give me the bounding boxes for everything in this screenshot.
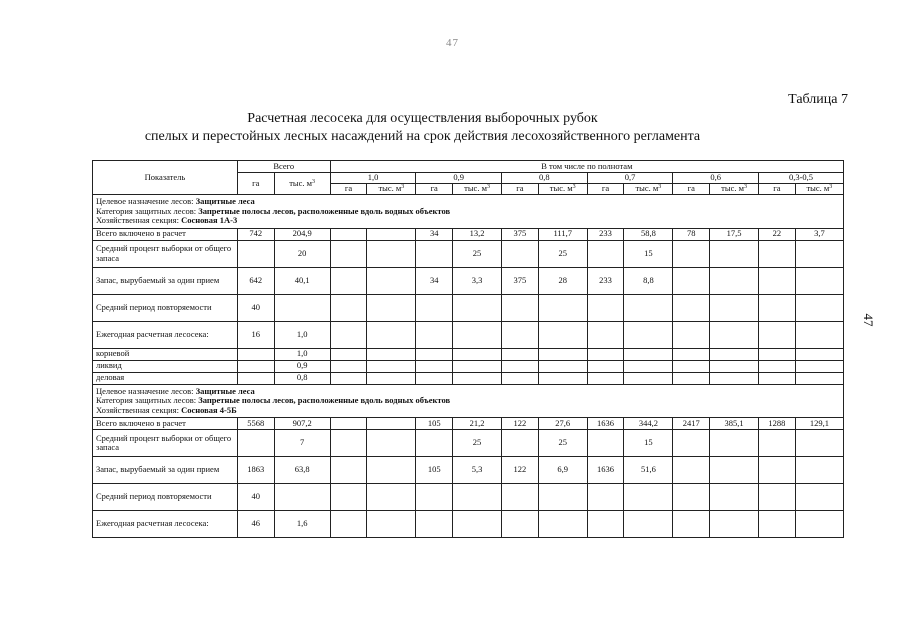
table-cell: 1,0 <box>274 348 330 360</box>
table-cell <box>538 484 587 511</box>
header-total: Всего <box>237 161 330 173</box>
table-cell <box>502 430 539 457</box>
table-cell <box>759 511 796 538</box>
table-cell <box>502 372 539 384</box>
table-cell <box>673 321 710 348</box>
density-header: 0,8 <box>502 173 588 184</box>
table-cell <box>673 294 710 321</box>
table-cell <box>624 484 673 511</box>
table-cell <box>538 372 587 384</box>
table-cell <box>759 430 796 457</box>
table-cell <box>795 511 843 538</box>
table-cell <box>710 372 759 384</box>
table-cell: 63,8 <box>274 457 330 484</box>
table-cell: 204,9 <box>274 228 330 240</box>
row-label: деловая <box>93 372 238 384</box>
table-cell <box>795 267 843 294</box>
table-cell <box>587 430 624 457</box>
purpose-line-value: Защитные леса <box>195 385 255 396</box>
table-cell: 46 <box>237 511 274 538</box>
table-cell <box>710 430 759 457</box>
table-row <box>93 360 844 372</box>
table-cell <box>759 294 796 321</box>
table-cell: 1,0 <box>274 321 330 348</box>
table-cell: 105 <box>416 457 453 484</box>
table-cell: 58,8 <box>624 228 673 240</box>
section-line-label: Хозяйственная секция: <box>96 404 182 415</box>
table-cell <box>330 228 367 240</box>
table-cell <box>416 360 453 372</box>
table-cell <box>453 321 502 348</box>
table-cell: 1288 <box>759 418 796 430</box>
table-cell <box>587 372 624 384</box>
table-cell <box>759 360 796 372</box>
table-cell: 907,2 <box>274 418 330 430</box>
header-indicator: Показатель <box>93 161 238 195</box>
table-cell: 129,1 <box>795 418 843 430</box>
unit-m3-header <box>538 184 587 195</box>
unit-m3-sup: 3 <box>486 184 490 191</box>
table-cell <box>502 321 539 348</box>
table-cell <box>673 267 710 294</box>
category-line-value: Запретные полосы лесов, расположенные вдоль водных объектов <box>198 205 451 216</box>
table-cell <box>538 294 587 321</box>
table-cell <box>330 267 367 294</box>
unit-m3-sup: 3 <box>829 184 833 191</box>
row-label: Запас, вырубаемый за один прием <box>93 267 238 294</box>
table-row <box>93 430 844 457</box>
unit-m3-sup: 3 <box>743 184 747 191</box>
section-line-value: Сосновая 4-5Б <box>181 404 237 415</box>
section-header-row <box>93 384 844 418</box>
row-label: Средний период повторяемости <box>93 484 238 511</box>
title-line-1: Расчетная лесосека для осуществления выборочных рубок <box>247 111 598 126</box>
table-cell <box>710 294 759 321</box>
table-cell <box>710 267 759 294</box>
table-cell <box>453 348 502 360</box>
felling-table <box>92 160 844 538</box>
table-cell <box>367 372 416 384</box>
table-cell: 1636 <box>587 418 624 430</box>
table-cell <box>673 360 710 372</box>
table-cell <box>237 372 274 384</box>
table-cell: 40,1 <box>274 267 330 294</box>
table-row <box>93 372 844 384</box>
table-cell <box>274 294 330 321</box>
table-cell <box>330 294 367 321</box>
table-row <box>93 294 844 321</box>
table-cell <box>795 372 843 384</box>
table-cell <box>237 360 274 372</box>
table-cell: 25 <box>453 430 502 457</box>
table-cell: 8,8 <box>624 267 673 294</box>
table-cell: 0,9 <box>274 360 330 372</box>
table-cell: 3,7 <box>795 228 843 240</box>
table-cell <box>538 360 587 372</box>
table-cell <box>367 430 416 457</box>
table-cell <box>330 511 367 538</box>
unit-m3-label: тыс. м <box>635 183 659 194</box>
table-cell <box>538 321 587 348</box>
density-header: 0,6 <box>673 173 759 184</box>
table-cell <box>416 294 453 321</box>
section-line <box>96 406 840 416</box>
header-total-m3: тыс. $м^3$ <box>274 173 330 195</box>
table-cell: 233 <box>587 267 624 294</box>
table-cell: 15 <box>624 430 673 457</box>
purpose-line-value: Защитные леса <box>195 196 255 206</box>
table-cell: 344,2 <box>624 418 673 430</box>
table-cell: 16 <box>237 321 274 348</box>
table-cell <box>367 294 416 321</box>
table-cell: 1863 <box>237 457 274 484</box>
table-cell: 51,6 <box>624 457 673 484</box>
table-cell <box>795 321 843 348</box>
table-cell <box>795 348 843 360</box>
category-line-label: Категория защитных лесов: <box>96 205 199 216</box>
table-cell <box>795 457 843 484</box>
table-cell <box>795 240 843 267</box>
header-total-ha: га <box>237 173 274 195</box>
table-cell <box>624 321 673 348</box>
table-cell: 0,8 <box>274 372 330 384</box>
table-cell <box>710 321 759 348</box>
table-cell <box>367 511 416 538</box>
section-header-cell <box>93 384 844 418</box>
table-cell <box>453 372 502 384</box>
row-label: Средний процент выборки от общего запаса <box>93 430 238 457</box>
table-cell <box>587 321 624 348</box>
purpose-line-label: Целевое назначение лесов: <box>96 196 196 206</box>
table-cell <box>367 240 416 267</box>
table-cell: 5568 <box>237 418 274 430</box>
table-row <box>93 418 844 430</box>
section-line-label: Хозяйственная секция: <box>96 215 182 225</box>
table-cell <box>367 267 416 294</box>
table-label: Таблица 7 <box>788 92 848 107</box>
table-cell <box>330 484 367 511</box>
table-cell <box>710 348 759 360</box>
table-cell <box>502 348 539 360</box>
table-cell <box>710 511 759 538</box>
table-row <box>93 321 844 348</box>
table-cell <box>416 372 453 384</box>
table-cell: 7 <box>274 430 330 457</box>
table-cell: 25 <box>453 240 502 267</box>
table-cell <box>759 240 796 267</box>
table-cell <box>367 360 416 372</box>
table-cell: 78 <box>673 228 710 240</box>
table-cell <box>673 240 710 267</box>
table-cell <box>587 348 624 360</box>
table-cell: 385,1 <box>710 418 759 430</box>
table-cell: 122 <box>502 418 539 430</box>
unit-m3-header <box>710 184 759 195</box>
table-cell <box>416 348 453 360</box>
table-cell <box>759 457 796 484</box>
table-cell <box>759 267 796 294</box>
table-cell: 25 <box>538 430 587 457</box>
unit-m3-label: тыс. м <box>549 183 573 194</box>
category-line-label: Категория защитных лесов: <box>96 395 199 405</box>
table-cell <box>673 511 710 538</box>
table-cell <box>710 360 759 372</box>
section-header-cell <box>93 195 844 229</box>
row-label: Всего включено в расчет <box>93 228 238 240</box>
table-cell <box>330 360 367 372</box>
table-cell <box>330 418 367 430</box>
table-cell <box>587 294 624 321</box>
table-cell <box>367 457 416 484</box>
table-cell <box>795 430 843 457</box>
table-body <box>93 161 844 538</box>
table-cell <box>453 511 502 538</box>
unit-m3-sup: 3 <box>401 184 405 191</box>
table-cell <box>710 484 759 511</box>
table-cell <box>624 348 673 360</box>
table-cell <box>416 321 453 348</box>
table-cell <box>673 372 710 384</box>
density-header: 0,7 <box>587 173 673 184</box>
table-row <box>93 348 844 360</box>
table-cell <box>453 360 502 372</box>
table-cell <box>795 484 843 511</box>
table-cell: 34 <box>416 267 453 294</box>
row-label: корневой <box>93 348 238 360</box>
section-line-value: Сосновая 1А-3 <box>181 215 238 225</box>
unit-m3-header <box>453 184 502 195</box>
table-cell: 40 <box>237 294 274 321</box>
table-cell: 111,7 <box>538 228 587 240</box>
table-cell: 3,3 <box>453 267 502 294</box>
title-line-2: спелых и перестойных лесных насаждений на срок действия лесохозяйственного регламента <box>144 129 701 144</box>
table-cell <box>538 348 587 360</box>
table-cell: 25 <box>538 240 587 267</box>
table-cell: 2417 <box>673 418 710 430</box>
table-cell: 20 <box>274 240 330 267</box>
table-cell <box>502 511 539 538</box>
table-cell <box>759 348 796 360</box>
table-cell <box>502 240 539 267</box>
table-cell: 28 <box>538 267 587 294</box>
unit-m3-label: тыс. м <box>464 183 487 194</box>
table-row <box>93 228 844 240</box>
table-cell: 375 <box>502 267 539 294</box>
unit-ha-header: га <box>502 184 539 195</box>
unit-ha-header: га <box>587 184 624 195</box>
row-label: ликвид <box>93 360 238 372</box>
table-cell <box>673 348 710 360</box>
table-cell <box>759 372 796 384</box>
table-cell <box>673 457 710 484</box>
row-label: Всего включено в расчет <box>93 418 238 430</box>
unit-ha-header: га <box>330 184 367 195</box>
table-cell: 13,2 <box>453 228 502 240</box>
table-cell <box>416 430 453 457</box>
table-cell <box>330 457 367 484</box>
table-cell <box>502 294 539 321</box>
table-cell: 105 <box>416 418 453 430</box>
unit-m3-sup: 3 <box>572 184 576 191</box>
table-cell <box>538 511 587 538</box>
purpose-line-label: Целевое назначение лесов: <box>96 385 196 396</box>
density-header: 0,9 <box>416 173 502 184</box>
table-cell <box>367 484 416 511</box>
table-cell <box>330 430 367 457</box>
table-cell <box>759 484 796 511</box>
density-header: 0,3-0,5 <box>759 173 844 184</box>
table-cell: 22 <box>759 228 796 240</box>
table-cell <box>759 321 796 348</box>
table-cell <box>673 430 710 457</box>
section-line <box>96 216 840 226</box>
table-cell <box>416 511 453 538</box>
table-cell: 742 <box>237 228 274 240</box>
unit-m3-label: тыс. м <box>378 183 402 194</box>
table-cell <box>453 294 502 321</box>
table-cell <box>795 360 843 372</box>
table-row <box>93 267 844 294</box>
category-line-value: Запретные полосы лесов, расположенные вдоль водных объектов <box>198 395 451 405</box>
table-cell: 6,9 <box>538 457 587 484</box>
table-cell <box>502 360 539 372</box>
table-cell <box>587 484 624 511</box>
unit-m3-label: тыс. м <box>721 183 744 194</box>
unit-m3-label: тыс. м <box>806 183 830 194</box>
table-cell <box>367 348 416 360</box>
table-cell <box>587 360 624 372</box>
row-label: Запас, вырубаемый за один прием <box>93 457 238 484</box>
table-cell <box>624 360 673 372</box>
density-header: 1,0 <box>330 173 416 184</box>
unit-ha-header: га <box>673 184 710 195</box>
unit-ha-header: га <box>416 184 453 195</box>
row-label: Ежегодная расчетная лесосека: <box>93 511 238 538</box>
table-cell: 34 <box>416 228 453 240</box>
table-cell <box>237 430 274 457</box>
table-cell <box>367 418 416 430</box>
row-label: Средний период повторяемости <box>93 294 238 321</box>
table-cell <box>453 484 502 511</box>
table-row <box>93 457 844 484</box>
header-by-density: В том числе по полнотам <box>330 161 843 173</box>
table-cell: 375 <box>502 228 539 240</box>
table-cell: 5,3 <box>453 457 502 484</box>
table-cell <box>710 457 759 484</box>
table-cell <box>673 484 710 511</box>
table-cell: 1,6 <box>274 511 330 538</box>
page-number-top: 47 <box>446 37 459 49</box>
table-cell: 642 <box>237 267 274 294</box>
table-cell <box>330 348 367 360</box>
unit-m3-header <box>795 184 843 195</box>
table-cell <box>502 484 539 511</box>
table-row <box>93 484 844 511</box>
table-cell <box>237 348 274 360</box>
section-header-row <box>93 195 844 229</box>
table-cell: 15 <box>624 240 673 267</box>
page-number-side: 47 <box>861 313 876 327</box>
table-cell <box>416 484 453 511</box>
table-cell: 40 <box>237 484 274 511</box>
row-label: Средний процент выборки от общего запаса <box>93 240 238 267</box>
table-cell <box>710 240 759 267</box>
table-cell: 21,2 <box>453 418 502 430</box>
table-row <box>93 240 844 267</box>
unit-m3-header <box>367 184 416 195</box>
table-cell: 1636 <box>587 457 624 484</box>
table-cell <box>587 240 624 267</box>
table-cell <box>795 294 843 321</box>
table-cell: 122 <box>502 457 539 484</box>
table-cell <box>624 511 673 538</box>
table-cell <box>587 511 624 538</box>
table-cell <box>367 228 416 240</box>
table-cell: 233 <box>587 228 624 240</box>
table-cell <box>416 240 453 267</box>
row-label: Ежегодная расчетная лесосека: <box>93 321 238 348</box>
table-row <box>93 511 844 538</box>
table-cell <box>237 240 274 267</box>
table-cell <box>330 372 367 384</box>
table-cell: 17,5 <box>710 228 759 240</box>
table-cell <box>367 321 416 348</box>
table-cell <box>624 372 673 384</box>
table-cell: 27,6 <box>538 418 587 430</box>
unit-m3-header <box>624 184 673 195</box>
table-cell <box>330 321 367 348</box>
table-cell <box>330 240 367 267</box>
table-cell <box>624 294 673 321</box>
unit-ha-header: га <box>759 184 796 195</box>
unit-m3-sup: 3 <box>658 184 662 191</box>
table-cell <box>274 484 330 511</box>
